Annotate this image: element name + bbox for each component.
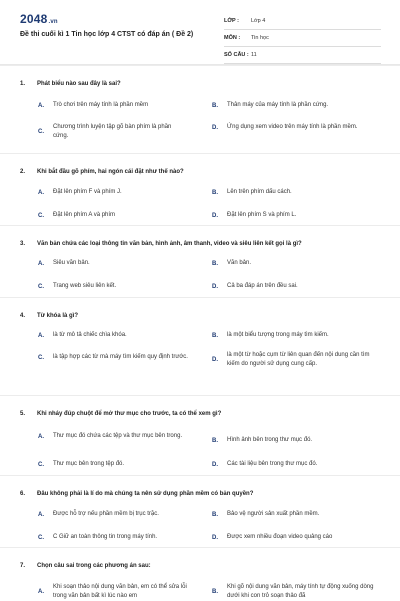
meta-label: LỚP : [224, 18, 239, 24]
option-text: là tập hợp các từ mà máy tìm kiếm quy định trước. [53, 354, 188, 360]
option-c[interactable] [38, 211, 188, 220]
question-text: Từ khóa là gì? [37, 313, 79, 319]
option-letter: C. [38, 212, 44, 219]
option-letter: A. [38, 102, 44, 109]
option-text: Trang web siêu liên kết. [53, 283, 117, 289]
meta-value: Tin học [251, 35, 269, 41]
option-d[interactable] [212, 282, 377, 291]
option-a[interactable] [38, 259, 188, 268]
option-b[interactable] [212, 101, 377, 110]
option-text: Siêu văn bản. [53, 260, 90, 266]
option-letter: A. [38, 260, 44, 267]
question-heading [20, 313, 78, 319]
option-letter: A. [38, 332, 44, 339]
document-header [0, 0, 400, 64]
meta-value: 11 [251, 52, 257, 58]
option-text: Hình ảnh bên trong thư mục đó. [227, 437, 313, 443]
question-divider [0, 297, 400, 298]
option-letter: B. [212, 511, 218, 518]
option-letter: B. [212, 589, 218, 595]
question-number: 7. [20, 563, 26, 569]
option-letter: D. [212, 357, 218, 363]
option-b[interactable] [212, 259, 377, 268]
question-heading [20, 169, 184, 175]
question-heading [20, 241, 302, 247]
question-divider [0, 475, 400, 476]
option-b[interactable] [212, 510, 377, 519]
option-letter: C. [38, 461, 44, 468]
question-divider [0, 153, 400, 154]
option-text: Lên trên phím dấu cách. [227, 189, 292, 195]
meta-table [224, 13, 381, 64]
meta-row-class [224, 13, 381, 30]
option-text: Được hỗ trợ nếu phần mềm bị trục trặc. [53, 511, 159, 517]
option-letter: B. [212, 189, 218, 196]
option-a[interactable] [38, 101, 188, 110]
option-text: Được xem nhiều đoạn video quảng cáo [227, 534, 333, 540]
option-letter: A. [38, 511, 44, 518]
site-logo[interactable] [20, 12, 58, 26]
option-b[interactable] [212, 583, 377, 601]
option-a[interactable] [38, 583, 188, 601]
option-text: Thư mục đó chứa các tệp và thư mục bên trong. [53, 433, 183, 439]
option-c[interactable] [38, 460, 188, 469]
meta-row-subject [224, 30, 381, 47]
option-a[interactable] [38, 331, 188, 340]
option-letter: B. [212, 260, 218, 267]
option-b[interactable] [212, 188, 377, 197]
question-text: Khi nháy đúp chuột để mở thư mục cho trước, ta có thể xem gì? [37, 411, 222, 417]
option-letter: D. [212, 212, 218, 219]
question-heading [20, 411, 221, 417]
option-a[interactable] [38, 432, 188, 441]
question-number: 2. [20, 169, 26, 175]
option-b[interactable] [212, 331, 377, 340]
option-a[interactable] [38, 188, 188, 197]
question-text: Phát biểu nào sau đây là sai? [37, 81, 121, 87]
meta-value: Lớp 4 [251, 18, 266, 24]
question-divider [0, 395, 400, 396]
meta-row-count [224, 47, 381, 64]
question-divider [0, 65, 400, 66]
option-text: Cả ba đáp án trên đều sai. [227, 283, 298, 289]
option-letter: C. [38, 129, 44, 135]
question-divider [0, 225, 400, 226]
option-letter: C. [38, 354, 44, 361]
question-heading [20, 491, 253, 497]
option-letter: D. [212, 124, 218, 131]
option-text: Khi soạn thảo nội dung văn bản, em có thể sửa lỗi trong văn bản bất kì lúc nào em [53, 584, 187, 599]
question-number: 4. [20, 313, 26, 319]
option-letter: D. [212, 534, 218, 541]
question-number: 1. [20, 81, 26, 87]
option-text: Thư mục bên trong tệp đó. [53, 461, 125, 467]
document-title: Đề thi cuối kì 1 Tin học lớp 4 CTST có đáp án ( Đề 2) [20, 31, 194, 38]
question-number: 6. [20, 491, 26, 497]
question-number: 5. [20, 411, 26, 417]
option-a[interactable] [38, 510, 188, 519]
question-number: 3. [20, 241, 26, 247]
question-heading [20, 563, 151, 569]
option-d[interactable] [212, 211, 377, 220]
option-letter: B. [212, 437, 218, 444]
question-heading [20, 81, 121, 87]
question-divider [0, 547, 400, 548]
question-text: Khi bắt đầu gõ phím, hai ngón cái đặt như thế nào? [37, 169, 184, 175]
logo-suffix: .vn [48, 19, 58, 25]
option-c[interactable] [38, 123, 188, 141]
option-c[interactable] [38, 533, 188, 542]
option-letter: C. [38, 534, 44, 541]
option-d[interactable] [212, 533, 377, 542]
option-text: C Giữ an toàn thông tin trong máy tính. [53, 534, 158, 540]
question-text: Chọn câu sai trong các phương án sau: [37, 563, 151, 569]
option-text: Khi gõ nội dung văn bản, máy tính tự động xuống dòng dưới khi con trỏ soạn thảo đã [227, 584, 374, 599]
option-c[interactable] [38, 353, 188, 362]
meta-label: MÔN : [224, 35, 241, 41]
option-text: Đặt lên phím A và phím [53, 212, 116, 218]
option-c[interactable] [38, 282, 188, 291]
option-d[interactable] [212, 460, 377, 469]
option-text: Bảo vệ người sản xuất phần mềm. [227, 511, 320, 517]
question-text: Đâu không phải là lí do mà chúng ta nên sử dụng phần mềm có bản quyền? [37, 491, 254, 497]
option-letter: C. [38, 283, 44, 290]
option-d[interactable] [212, 123, 377, 132]
option-text: Chương trình luyện tập gõ bàn phím là phần cứng. [53, 124, 172, 139]
option-text: Đặt lên phím F và phím J. [53, 189, 122, 195]
option-letter: A. [38, 433, 44, 440]
option-letter: D. [212, 283, 218, 290]
option-text: là từ mô tả chiếc chìa khóa. [53, 332, 127, 338]
option-d[interactable] [212, 351, 377, 369]
option-text: Ứng dụng xem video trên máy tính là phần mềm. [227, 124, 358, 130]
option-letter: A. [38, 589, 44, 595]
option-text: là một từ hoặc cụm từ liên quan đến nội dung cần tìm kiếm do người sử dụng cung cấp. [227, 352, 370, 367]
option-text: Các tài liệu bên trong thư mục đó. [227, 461, 318, 467]
option-letter: A. [38, 189, 44, 196]
option-letter: B. [212, 332, 218, 339]
question-text: Văn bản chứa các loại thông tin văn bản, hình ảnh, âm thanh, video và siêu liên kết gọi là gì? [37, 241, 302, 247]
option-letter: B. [212, 102, 218, 109]
meta-label: SỐ CÂU : [224, 52, 249, 58]
logo-text: 2048 [20, 12, 48, 26]
option-text: là một biểu tượng trong máy tìm kiếm. [227, 332, 329, 338]
option-letter: D. [212, 461, 218, 468]
option-text: Thân máy của máy tính là phần cứng. [227, 102, 329, 108]
option-text: Trò chơi trên máy tính là phần mềm [53, 102, 149, 108]
option-text: Đặt lên phím S và phím L. [227, 212, 297, 218]
option-text: Văn bản. [227, 260, 252, 266]
option-b[interactable] [212, 436, 377, 445]
